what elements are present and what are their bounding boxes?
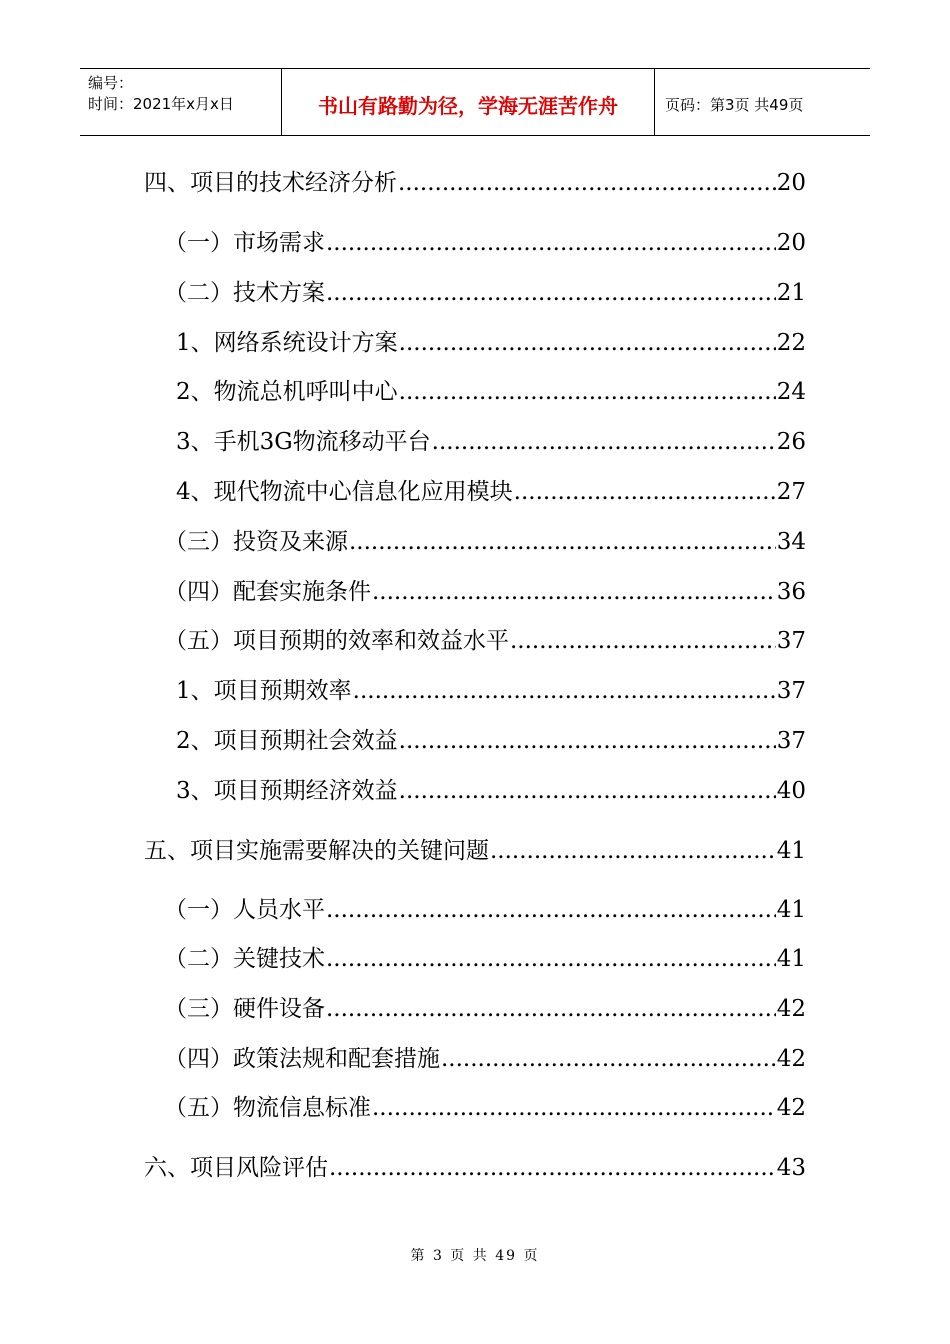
toc-entry-page: 22 bbox=[776, 330, 806, 356]
toc-entry-title: （四）配套实施条件 bbox=[164, 579, 371, 605]
toc-entry-page: 41 bbox=[776, 897, 806, 923]
toc-entry-page: 27 bbox=[776, 479, 806, 505]
toc-entry-title: 4、现代物流中心信息化应用模块 bbox=[176, 479, 513, 505]
toc-entry-title: （一）市场需求 bbox=[164, 230, 325, 256]
toc-leader bbox=[326, 895, 776, 925]
toc-entry-page: 37 bbox=[776, 728, 806, 754]
toc-entry-page: 42 bbox=[776, 1095, 806, 1121]
header-left-cell bbox=[80, 69, 282, 135]
toc-entry-title: （五）项目预期的效率和效益水平 bbox=[164, 628, 509, 654]
toc-entry-title: 1、项目预期效率 bbox=[176, 678, 352, 704]
toc-entry[interactable] bbox=[164, 994, 806, 1024]
toc-entry-title: 3、项目预期经济效益 bbox=[176, 778, 398, 804]
toc-entry-title: 2、物流总机呼叫中心 bbox=[176, 379, 398, 405]
toc-leader bbox=[432, 427, 776, 457]
toc-entry[interactable] bbox=[164, 895, 806, 925]
toc-leader bbox=[399, 328, 776, 358]
toc-entry-page: 37 bbox=[776, 678, 806, 704]
toc-entry-title: 1、网络系统设计方案 bbox=[176, 330, 398, 356]
toc-entry[interactable] bbox=[164, 944, 806, 974]
toc-entry-page: 36 bbox=[776, 579, 806, 605]
toc-entry[interactable] bbox=[144, 168, 806, 198]
toc-leader bbox=[326, 944, 776, 974]
toc-leader bbox=[399, 377, 776, 407]
number-label: 编号： bbox=[88, 74, 134, 92]
toc-entry[interactable] bbox=[164, 278, 806, 308]
toc-entry-title: （三）硬件设备 bbox=[164, 996, 325, 1022]
toc-entry[interactable] bbox=[176, 477, 806, 507]
toc-entry-page: 26 bbox=[776, 429, 806, 455]
toc-leader bbox=[490, 836, 776, 866]
toc-entry[interactable] bbox=[164, 626, 806, 656]
toc-entry-page: 34 bbox=[776, 529, 806, 555]
toc-entry-title: （四）政策法规和配套措施 bbox=[164, 1046, 440, 1072]
toc-entry[interactable] bbox=[176, 427, 806, 457]
toc-entry[interactable] bbox=[144, 836, 806, 866]
toc-entry-title: 2、项目预期社会效益 bbox=[176, 728, 398, 754]
toc-entry-title: （二）关键技术 bbox=[164, 946, 325, 972]
toc-entry-page: 20 bbox=[776, 230, 806, 256]
toc-entry[interactable] bbox=[176, 726, 806, 756]
toc-entry-page: 42 bbox=[776, 1046, 806, 1072]
toc-entry-page: 42 bbox=[776, 996, 806, 1022]
toc-entry-title: （二）技术方案 bbox=[164, 280, 325, 306]
toc-entry-page: 40 bbox=[776, 778, 806, 804]
toc-entry-title: （五）物流信息标准 bbox=[164, 1095, 371, 1121]
toc-entry[interactable] bbox=[164, 577, 806, 607]
header-motto: 书山有路勤为径，学海无涯苦作舟 bbox=[282, 69, 655, 135]
toc-leader bbox=[441, 1044, 776, 1074]
toc-entry-page: 20 bbox=[776, 170, 806, 196]
toc-leader bbox=[398, 168, 776, 198]
toc-entry-title: 六、项目风险评估 bbox=[144, 1155, 328, 1181]
toc-leader bbox=[510, 626, 776, 656]
toc-entry[interactable] bbox=[176, 328, 806, 358]
toc-entry-title: 五、项目实施需要解决的关键问题 bbox=[144, 838, 489, 864]
page-header bbox=[80, 68, 870, 136]
page-footer: 第 3 页 共 49 页 bbox=[410, 1248, 540, 1264]
toc-entry-page: 24 bbox=[776, 379, 806, 405]
toc-entry-page: 37 bbox=[776, 628, 806, 654]
toc-entry-page: 41 bbox=[776, 838, 806, 864]
toc-entry[interactable] bbox=[176, 377, 806, 407]
toc-entry[interactable] bbox=[176, 776, 806, 806]
toc-entry[interactable] bbox=[176, 676, 806, 706]
toc-leader bbox=[349, 527, 776, 557]
toc-entry-title: 3、手机3G物流移动平台 bbox=[176, 429, 431, 455]
toc-leader bbox=[514, 477, 776, 507]
toc-entry[interactable] bbox=[164, 1093, 806, 1123]
toc-entry-title: （一）人员水平 bbox=[164, 897, 325, 923]
toc-entry-page: 21 bbox=[776, 280, 806, 306]
toc-leader bbox=[329, 1153, 776, 1183]
toc-entry-title: （三）投资及来源 bbox=[164, 529, 348, 555]
toc-entry[interactable] bbox=[164, 1044, 806, 1074]
date-label: 时间：2021年x月x日 bbox=[88, 95, 234, 113]
toc-leader bbox=[326, 994, 776, 1024]
toc-leader bbox=[372, 1093, 776, 1123]
toc-leader bbox=[399, 776, 776, 806]
toc-entry[interactable] bbox=[144, 1153, 806, 1183]
toc-entry-page: 43 bbox=[776, 1155, 806, 1181]
toc-entry[interactable] bbox=[164, 228, 806, 258]
toc-leader bbox=[353, 676, 776, 706]
header-page-info: 页码：第3页 共49页 bbox=[665, 95, 804, 114]
toc-leader bbox=[326, 278, 776, 308]
toc-leader bbox=[399, 726, 776, 756]
toc-entry[interactable] bbox=[164, 527, 806, 557]
toc-entry-page: 41 bbox=[776, 946, 806, 972]
toc-entry-title: 四、项目的技术经济分析 bbox=[144, 170, 397, 196]
toc-leader bbox=[326, 228, 776, 258]
toc-leader bbox=[372, 577, 776, 607]
